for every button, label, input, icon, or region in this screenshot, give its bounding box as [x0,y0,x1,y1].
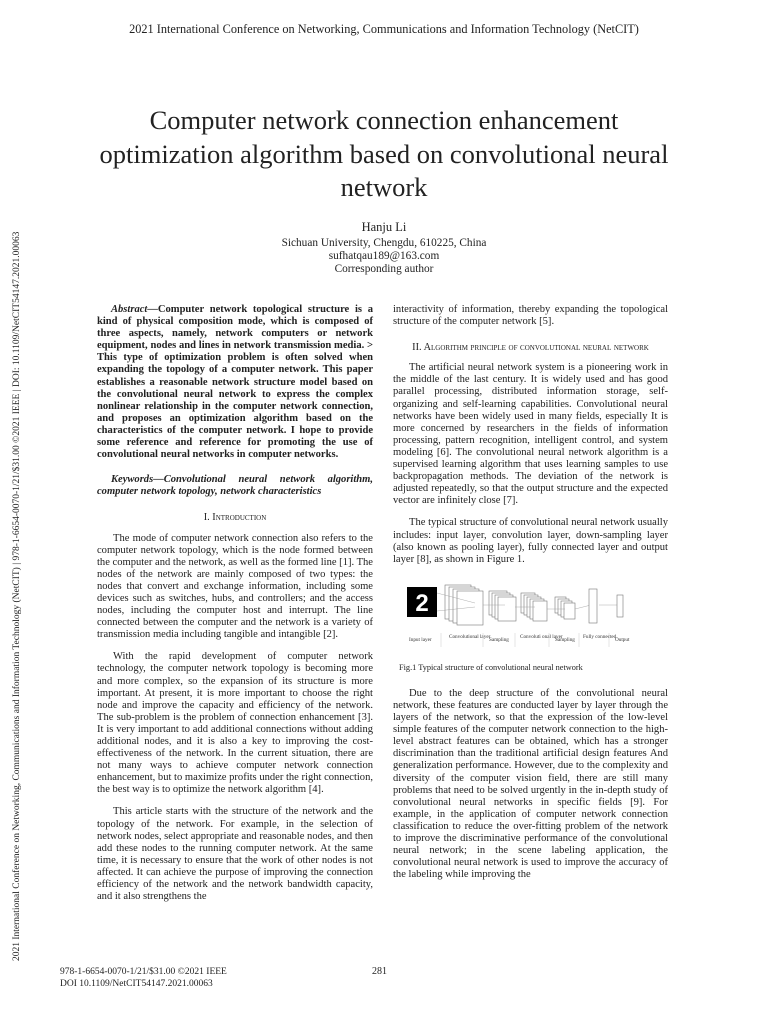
label-fully-connected: Fully connected [583,633,617,640]
section-heading-introduction: I. Introduction [203,512,267,524]
footer-doi: DOI 10.1109/NetCIT54147.2021.00063 [60,979,213,989]
label-input-layer: Input layer [409,636,432,643]
conv-layer-1-maps [445,585,483,625]
output-layer [617,595,623,617]
author-block [184,221,584,276]
section-heading-algorithm: II. Algorithm principle of convolutional neural network [412,342,649,354]
left-column [97,304,373,903]
intro-paragraph-1: The mode of computer network connection also refers to the computer network topology, which is the node formed between the computer and the network, as well as the formed line [1]. The nodes of the network are mainly composed of two types: the nodes that convert and exchange information, including some devices such as switches, hubs, and controllers; and the access nodes, including the computer host and interrupt. The line connected between the computer and the network is a variety of transmission media including tangible and intangible [2]. [97,532,373,641]
cnn-diagram [405,575,641,657]
intro-paragraph-3: This article starts with the structure of the network and the topology of the network. For example, in the selection of network nodes, select appropriate and reasonable nodes, and then add these nodes to the running computer network. At the same time, it is necessary to ensure that the work of other nodes is not affected. It can achieve the purpose of improving the connection efficiency of the network and the network bandwidth capacity, and it also strengthens the [97,806,373,903]
algorithm-paragraph-1: The artificial neural network system is a pioneering work in the middle of the last century. It is widely used and has good parallel processing, distributed information storage, self-organizing and self-learning capabilities. Convolutional neural networks have been widely used in many fields, especially It is more concerned by researchers in the fields of information processing, pattern recognition, intelligent control, and system modeling [6]. The convolutional neural network algorithm is a supervised learning algorithm that uses learning samples to use backpropagation methods. The deviation of the network is adjusted repeatedly, so that the output structure and the expected vector are infinitely close [7]. [393,362,668,507]
abstract-text: Computer network topological structure is a kind of physical composition mode, which is composed of three aspects, namely, network computers or network equipment, nodes and lines in network transmission media. > This type of optimization problem is often solved when expanding the topology of a computer network. This paper establishes a reasonable network structure model based on the convolutional neural network to express the complex nonlinear relationship in the computer network connection, and proposes an optimization algorithm based on the characteristics of the computer network. I hope to provide some reference and reference for promoting the use of convolutional neural networks in computer networks. [97,304,373,461]
footer [60,966,227,990]
label-conv-layer-1: Convolutional layer [449,633,491,640]
label-sampling-1: Sampling [489,636,509,643]
author-name: Hanju Li [361,220,407,234]
author-affiliation: Sichuan University, Chengdu, 610225, China [281,237,487,249]
keywords: Keywords—Convolutional neural network algorithm, computer network topology, network characteristics [97,474,373,498]
doi-sidebar: 2021 International Conference on Networking, Communications and Information Technology (NetCIT) | 978-1-6654-0070-1/21/$31.00 ©2021 IEEE | DOI: 10.1109/NetCIT54147.2021.00063 [12,231,22,961]
abstract [97,304,373,461]
page-number: 281 [372,966,387,977]
right-column [393,304,668,881]
abstract-label: Abstract— [111,304,158,315]
intro-continuation: interactivity of information, thereby expanding the topological structure of the computer network [5]. [393,304,668,328]
label-sampling-2: Sampling [555,636,575,643]
footer-isbn: 978-1-6654-0070-1/21/$31.00 ©2021 IEEE [60,967,227,977]
conference-header: 2021 International Conference on Networking, Communications and Information Technology (NetCIT) [129,22,639,36]
intro-paragraph-2: With the rapid development of computer network technology, the computer network topology is becoming more and more complex, so the expansion of its structure is more important. At present, it is more important to choose the right node and improve the capacity and efficiency of the network. The sub-problem is the problem of connection enhancement [3]. It is very important to add additional connections without adding additional nodes, and it is also a key to improving the cost-effectiveness of the network. In the current situation, there are not many ways to achieve computer network connection enhancement, but to maximize profits under the right connection, the best way is to optimize the network algorithm [4]. [97,651,373,796]
author-email: sufhatqau189@163.com [328,250,440,262]
layer-labels [409,634,630,643]
cnn-structure-figure [405,575,641,657]
fully-connected-layer [589,589,597,623]
input-digit: 2 [415,589,429,617]
figure-caption: Fig.1 Typical structure of convolutional neural network [399,662,583,672]
algorithm-paragraph-2: The typical structure of convolutional neural network usually includes: input layer, convolution layer, down-sampling layer (also known as pooling layer), fully connected layer and output layer [8], as shown in Figure 1. [393,517,668,565]
author-note: Corresponding author [334,263,434,275]
label-output: Output [615,636,630,643]
sampling-layer-1-maps [489,591,516,621]
label-conv-layer-2: Convoluti onal layer [520,633,563,640]
paper-title: Computer network connection enhancement optimization algorithm based on convolutional neural network [99,105,669,202]
sampling-layer-2-maps [555,597,575,619]
algorithm-paragraph-3: Due to the deep structure of the convolutional neural network, these features are conducted layer by layer through the layers of the network, so that the expression of the low-level simple features of the computer network connection to the high-level abstract features can be obtained, which has a stronger discrimination than the traditional artificial design features And generalization performance. However, due to the complexity and diversity of the computer vision field, there are still many problems that need to be solved urgently in the in-depth study of convolutional neural networks in specific fields [9]. For example, in the application of computer network connection classification to reduce the over-fitting problem of the network to improve the discriminative performance of the convolutional neural network; in the scene labeling application, the convolutional neural network is used to improve the accuracy of the labeling while improving the [393,687,668,881]
